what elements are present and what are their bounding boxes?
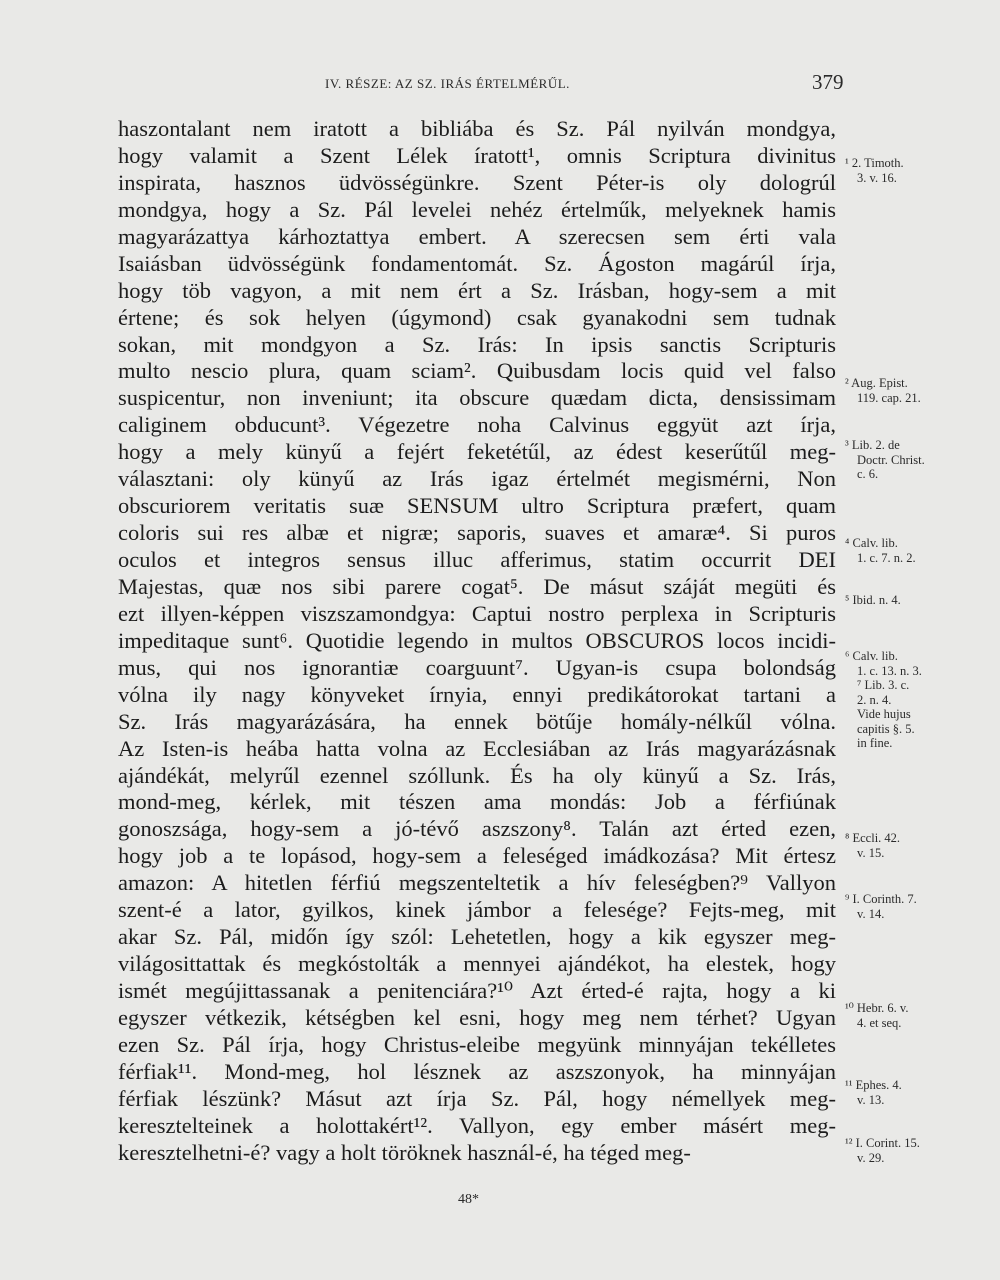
text-line: inspirata, hasznos üdvösségünkre. Szent Péter-is oly dologrúl xyxy=(118,169,836,195)
margin-note xyxy=(845,1078,902,1107)
margin-note-line: ¹¹ Ephes. 4. xyxy=(845,1078,902,1092)
text-line: mond-meg, kérlek, mit tészen ama mondás: Job a férfiúnak xyxy=(118,789,836,815)
margin-note-line: ³ Lib. 2. de xyxy=(845,438,900,452)
text-line: világosittattak és megkóstolták a mennyei ajándékot, ha elestek, hogy xyxy=(118,951,836,977)
text-line: Isaiásban üdvösségünk fondamentomát. Sz. Ágoston magárúl írja, xyxy=(118,250,836,276)
margin-note-line: ⁵ Ibid. n. 4. xyxy=(845,593,901,607)
margin-note-line: 1. c. 7. n. 2. xyxy=(857,550,916,565)
text-line: férfiak lészünk? Másut azt írja Sz. Pál, hogy némellyek meg- xyxy=(118,1085,836,1111)
margin-note-line: Doctr. Christ. xyxy=(857,452,925,467)
text-line: sokan, mit mondgyon a Sz. Irás: In ipsis sanctis Scripturis xyxy=(118,331,836,357)
text-line: suspicentur, non inveniunt; ita obscure quædam dicta, densissimam xyxy=(118,385,836,411)
text-line: mus, qui nos ignorantiæ coarguunt⁷. Ugyan-is csupa bolondság xyxy=(118,654,836,680)
text-line: egyszer vétkezik, kétségben kel esni, hogy meg nem térhet? Ugyan xyxy=(118,1004,836,1030)
text-line: amazon: A hitetlen férfiú megszenteltetik a hív feleségben?⁹ Vallyon xyxy=(118,870,836,896)
page-number: 379 xyxy=(812,70,844,94)
running-title: IV. RÉSZE: AZ SZ. IRÁS ÉRTELMÉRŰL. xyxy=(325,76,570,91)
text-line: ajándékát, melyrűl ezennel szóllunk. És ha oly künyű a Sz. Irás, xyxy=(118,762,836,788)
margin-note xyxy=(845,1136,920,1165)
text-line: Az Isten-is heába hatta volna az Ecclesiában az Irás magyarázásnak xyxy=(118,735,836,761)
text-line: ismét megújittassanak a penitenciára?¹⁰ Azt érted-é rajta, hogy a ki xyxy=(118,978,836,1003)
margin-note-line: c. 6. xyxy=(857,467,879,481)
text-line: keresztelteinek a holottakért¹². Vallyon, egy ember másért meg- xyxy=(118,1112,836,1138)
text-line: keresztelhetni-é? vagy a holt töröknek használ-é, ha téged meg- xyxy=(118,1139,691,1165)
text-line: vólna ily nagy könyveket írnyia, ennyi predikátorokat tartani a xyxy=(118,681,836,707)
margin-note-line: 3. v. 16. xyxy=(857,170,897,185)
margin-note-line: in fine. xyxy=(857,736,893,750)
text-line: coloris sui res albæ et nigræ; saporis, suaves et amaræ⁴. Si puros xyxy=(118,520,836,546)
text-line: impeditaque sunt⁶. Quotidie legendo in multos OBSCUROS locos incidi- xyxy=(118,627,836,653)
margin-note-line: ⁸ Eccli. 42. xyxy=(845,831,901,845)
text-line: hogy job a te lopásod, hogy-sem a feleséged imádkozása? Mit értesz xyxy=(118,843,836,869)
text-line: magyarázattya kárhoztattya embert. A szerecsen sem érti vala xyxy=(118,223,836,249)
margin-note-line: v. 15. xyxy=(857,845,885,860)
margin-note-line: v. 13. xyxy=(857,1092,885,1107)
margin-note-line: 119. cap. 21. xyxy=(857,390,921,405)
margin-note-line: 1. c. 13. n. 3. xyxy=(857,663,922,678)
text-line: multo nescio plura, quam sciam². Quibusdam locis quid vel falso xyxy=(118,358,836,384)
margin-note-line: ¹² I. Corint. 15. xyxy=(845,1136,920,1150)
text-line: férfiak¹¹. Mond-meg, hol lésznek az aszszonyok, ha minnyájan xyxy=(118,1058,836,1084)
margin-note xyxy=(845,376,921,405)
margin-note-line: ⁷ Lib. 3. c. xyxy=(857,678,910,692)
text-line: Sz. Irás magyarázására, ha ennek bötűje homály-nélkűl vólna. xyxy=(118,708,836,734)
margin-note-line: 2. n. 4. xyxy=(857,692,892,707)
margin-note-line: ¹ 2. Timoth. xyxy=(845,156,904,170)
text-line: választani: oly künyű az Irás igaz értelmét megismérni, Non xyxy=(118,466,836,492)
margin-note xyxy=(845,831,900,860)
margin-note xyxy=(845,438,925,482)
margin-note xyxy=(845,536,916,565)
margin-note-line: 4. et seq. xyxy=(857,1015,902,1030)
signature-mark: 48* xyxy=(458,1192,479,1207)
text-line: hogy a mely künyű a fejért feketétűl, az édest keserűtűl meg- xyxy=(118,439,836,465)
margin-note xyxy=(845,1001,909,1030)
margin-note-line: v. 14. xyxy=(857,906,885,921)
text-line: caliginem obducunt³. Végezetre noha Calvinus eggyüt azt írja, xyxy=(118,412,836,438)
margin-note xyxy=(845,649,922,751)
text-line: gonoszsága, hogy-sem a jó-tévő aszszony⁸. Talán azt érted ezen, xyxy=(118,816,836,842)
margin-note-line: ¹⁰ Hebr. 6. v. xyxy=(845,1001,909,1015)
text-line: ezen Sz. Pál írja, hogy Christus-eleibe megyünk minnyájan tekélletes xyxy=(118,1031,836,1057)
margin-note-line: ⁴ Calv. lib. xyxy=(845,536,898,550)
text-line: ezt illyen-képpen viszszamondgya: Captui nostro perplexa in Scripturis xyxy=(118,600,836,626)
margin-note-line: Vide hujus xyxy=(857,707,911,721)
margin-note-line: ⁶ Calv. lib. xyxy=(845,649,898,663)
margin-note-line: ² Aug. Epist. xyxy=(845,376,908,390)
text-line: haszontalant nem iratott a bibliába és Sz. Pál nyilván mondgya, xyxy=(118,116,836,141)
margin-note xyxy=(845,593,901,608)
text-line: hogy valamit a Szent Lélek íratott¹, omnis Scriptura divinitus xyxy=(118,142,836,168)
margin-note xyxy=(845,892,917,921)
margin-note-line: ⁹ I. Corinth. 7. xyxy=(845,892,917,906)
margin-note-line: capitis §. 5. xyxy=(857,721,915,736)
text-line: obscuriorem veritatis suæ SENSUM ultro Scriptura præfert, quam xyxy=(118,493,836,519)
text-line: értene; és sok helyen (úgymond) csak gyanakodni sem tudnak xyxy=(118,304,836,330)
text-line: mondgya, hogy a Sz. Pál levelei nehéz értelműk, melyeknek hamis xyxy=(118,196,836,222)
text-line: szent-é a lator, gyilkos, kinek jámbor a felesége? Fejts-meg, mit xyxy=(118,897,836,923)
text-line: akar Sz. Pál, midőn így szól: Lehetetlen, hogy a kik egyszer meg- xyxy=(118,924,836,950)
text-line: hogy töb vagyon, a mit nem ért a Sz. Irásban, hogy-sem a mit xyxy=(118,277,836,303)
margin-note-line: v. 29. xyxy=(857,1150,885,1165)
main-text xyxy=(118,116,836,1167)
text-line: oculos et integros sensus illuc afferimus, statim occurrit DEI xyxy=(118,547,836,572)
text-line: Majestas, quæ nos sibi parere cogat⁵. De másut száját megüti és xyxy=(118,573,836,599)
margin-note xyxy=(845,156,904,185)
